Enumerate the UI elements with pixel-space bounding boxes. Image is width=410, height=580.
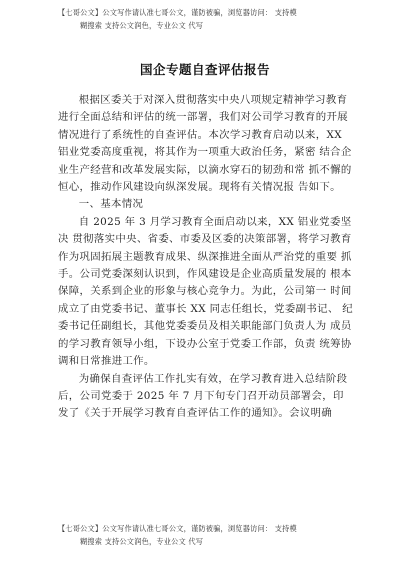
footer-notice-line1: 【七哥公文】公文写作请认准七哥公文，谨防被骗，浏览器访问： 支持模 [58,524,297,533]
document-body [58,92,356,423]
footer-notice [58,522,378,548]
paragraph-self-assessment: 为确保自查评估工作扎实有效，在学习教育进入总结阶段后，公司党委于 2025 年 7 月下旬专门召开动员部署会，印 发了《关于开展学习教育自查评估工作的通知》。会议明确 [58,372,348,420]
document-title: 国企专题自查评估报告 [139,62,270,77]
section-heading-basic-situation: 一、基本情况 [78,198,144,211]
paragraph-basic-situation: 自 2025 年 3 月学习教育全面启动以来，XX 铝业党委坚决 贯彻落实中央、省委、市委及区委的决策部署，将学习教育 作为巩固拓展主题教育成果、纵深推进全面从严治党的重要 抓手。公司党委深刻认识到，作风建设是企业高质量发展的 根本保障，关系到企业的形象与核心竞争力。为此，公司第一 时间成立了由党委书记、董事长 XX 同志任组长，党委副书记、 纪委书记任副组长，其他党委委员及相关职能部门负责人为 成员的学习教育领导小组，下设办公室于党委工作部，负责 统筹协调和日常推进工作。 [58,215,353,368]
header-notice-line1: 【七哥公文】公文写作请认准七哥公文，谨防被骗，浏览器访问： 支持模 [58,8,297,17]
header-notice [58,6,378,32]
paragraph-intro: 根据区委关于对深入贯彻落实中央八项规定精神学习教育进行全面总结和评估的统一部署，我们对公司学习教育的开展情况进行了系统性的自查评估。本次学习教育启动以来，XX 铝业党委高度重视，将其作为一项重大政治任务，紧密 结合企业生产经营和改革发展实际，以滴水穿石的韧劲和常 抓不懈的恒心，推动作风建设向纵深发展。现将有关情况报 告如下。 [58,94,352,194]
footer-notice-line2: 糊搜索 支持公文润色，专业公文 代写 [80,537,204,546]
header-notice-line2: 糊搜索 支持公文润色，专业公文 代写 [80,21,204,30]
